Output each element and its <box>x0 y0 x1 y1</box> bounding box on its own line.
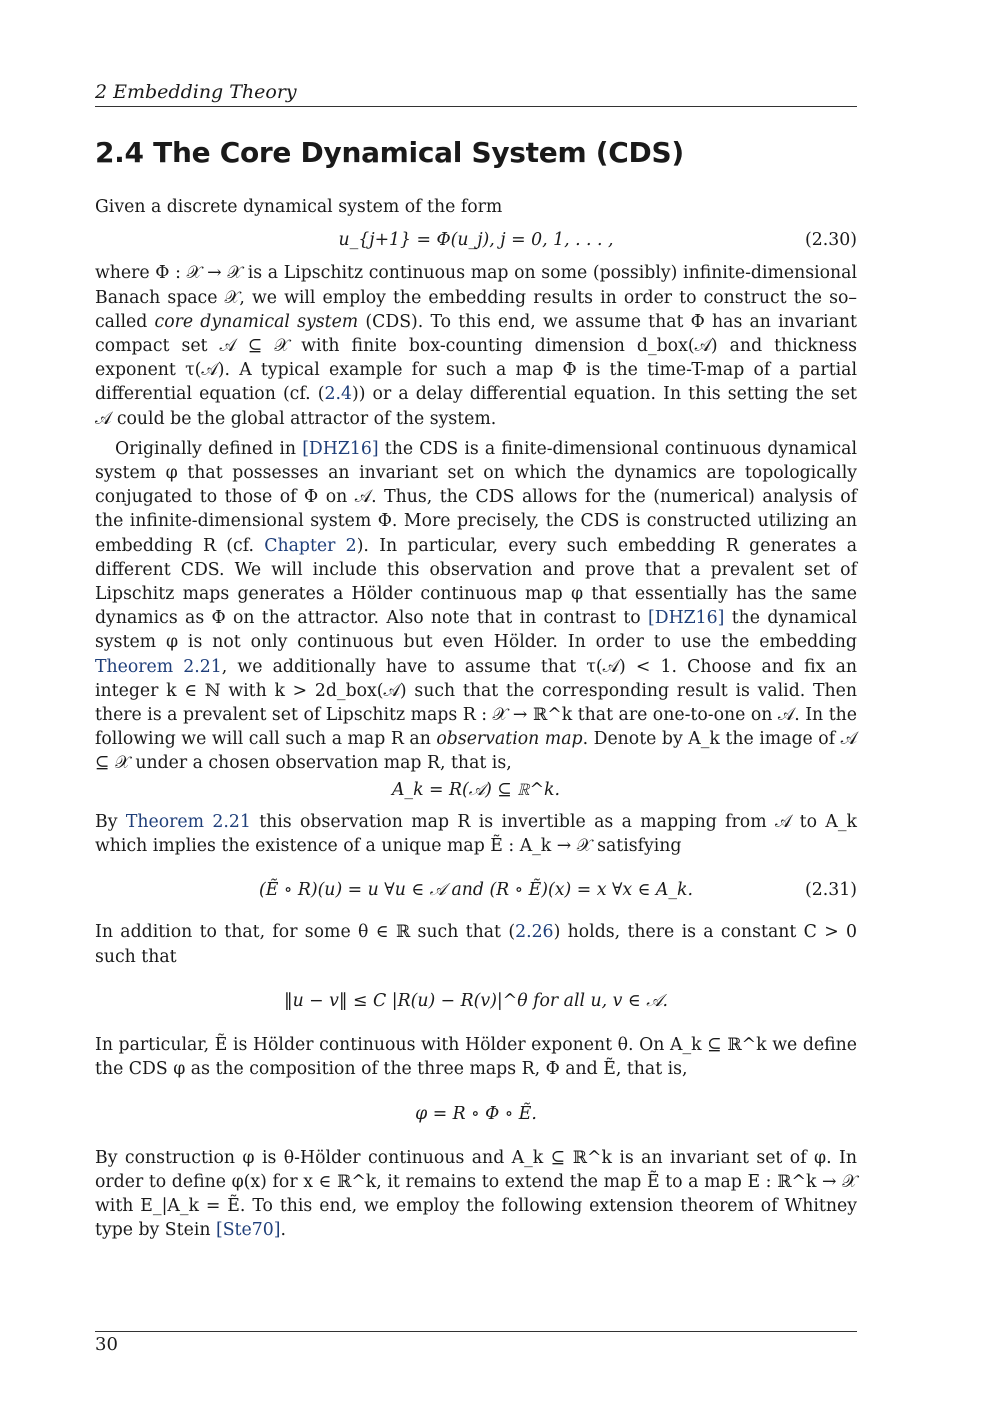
citation-link[interactable]: [DHZ16] <box>648 608 725 629</box>
text-run: the CDS is a finite-dimensional continuous dynamical system φ that possesses an invariant set on which the dynamics are topologically conjugated to those of Φ on 𝒜. Thus, the CDS allows for the (numerical) analysis of the infinite-dimensional system Φ. More precisely, the CDS is constructed utilizing an embedding R (cf. <box>95 438 857 556</box>
paragraph-holder-constant <box>95 920 857 968</box>
equation-holder-estimate <box>95 989 857 1013</box>
paragraph-setting <box>95 261 857 430</box>
text-run: ). In particular, every such embedding R generates a different CDS. We will include this observation and prove that a prevalent set of Lipschitz maps generates a Hölder continuous map φ that essentially has the same dynamics as Φ on the attractor. Also note that in contrast to <box>95 535 857 629</box>
equation-2-31 <box>95 878 857 902</box>
equation-body: u_{j+1} = Φ(u_j), j = 0, 1, . . . , <box>338 230 614 251</box>
text-run: this observation map R is invertible as a mapping from 𝒜 to A_k which implies the existence of a unique map Ẽ : A_k → 𝒳 satisfying <box>95 811 857 857</box>
body-text <box>95 195 857 1243</box>
running-header: 2 Embedding Theory <box>95 80 857 107</box>
text-run: the dynamical system φ is not only continuous but even Hölder. In order to use the embedding <box>95 608 858 653</box>
emphasis-observation-map: observation map <box>436 729 583 750</box>
text-run: . <box>280 1220 286 1241</box>
paragraph-construction <box>95 1146 857 1243</box>
text-run: (CDS). To this end, we assume that Φ has an invariant compact set 𝒜 ⊆ 𝒳 with finite box-counting dimension d_box(𝒜) and thickness exponent τ(𝒜). A typical example for such a map Φ is the time-T-map of a partial differential equation (cf. ( <box>95 311 857 405</box>
page-number: 30 <box>95 1334 118 1355</box>
text-run: Originally defined in <box>115 438 303 459</box>
equation-ref-link[interactable]: 2.4 <box>324 384 352 405</box>
equation-number: (2.31) <box>805 880 857 901</box>
text-run: )) or a delay differential equation. In this setting the set 𝒜 could be the global attractor of the system. <box>95 384 857 429</box>
section-title: 2.4 The Core Dynamical System (CDS) <box>95 136 684 169</box>
citation-link[interactable]: [DHZ16] <box>302 438 379 459</box>
text-run: By construction φ is θ-Hölder continuous and A_k ⊆ ℝ^k is an invariant set of φ. In order to define φ(x) for x ∈ ℝ^k, it remains to extend the map Ẽ to a map E : ℝ^k → 𝒳 with E_|A_k = Ẽ. To this end, we employ the following extension theorem of Whitney type by Stein <box>95 1147 857 1241</box>
paragraph-intro: Given a discrete dynamical system of the form <box>95 197 503 217</box>
equation-body: (Ẽ ∘ R)(u) = u ∀u ∈ 𝒜 and (R ∘ Ẽ)(x) = x ∀x ∈ A_k. <box>259 880 693 901</box>
footer-rule <box>95 1331 857 1332</box>
text-run: . Denote by A_k the image of 𝒜 ⊆ 𝒳 under a chosen observation map R, that is, <box>95 729 857 774</box>
equation-ref-link[interactable]: 2.26 <box>515 922 554 943</box>
theorem-ref-link[interactable]: Theorem 2.21 <box>125 811 251 832</box>
equation-body: A_k = R(𝒜) ⊆ ℝ^k. <box>391 779 561 800</box>
text-run: , we additionally have to assume that τ(𝒜) < 1. Choose and fix an integer k ∈ ℕ with k > 2d_box(𝒜) such that the corresponding result is valid. Then there is a prevalent set of Lipschitz maps R : 𝒳 → ℝ^k that are one-to-one on 𝒜. In the following we will call such a map R an <box>95 656 857 750</box>
paragraph-originally-defined <box>95 437 857 776</box>
equation-2-30 <box>95 228 857 252</box>
equation-phi <box>95 1102 857 1126</box>
emphasis-core-dynamical-system: core dynamical system <box>154 311 359 332</box>
paragraph-cds-definition: In particular, Ẽ is Hölder continuous with Hölder exponent θ. On A_k ⊆ ℝ^k we define the CDS φ as the composition of the three maps R, Φ and Ẽ, that is, <box>95 1035 857 1080</box>
equation-ak <box>95 778 857 802</box>
theorem-ref-link[interactable]: Theorem 2.21 <box>95 656 222 677</box>
text-run: ) holds, there is a constant C > 0 such that <box>95 922 858 967</box>
equation-body: ‖u − v‖ ≤ C |R(u) − R(v)|^θ for all u, v ∈ 𝒜. <box>283 990 669 1011</box>
paragraph-invertible <box>95 810 857 858</box>
text-run: By <box>95 811 126 832</box>
equation-number: (2.30) <box>805 230 857 251</box>
text-run: In addition to that, for some θ ∈ ℝ such that ( <box>95 922 516 943</box>
text-run: where Φ : 𝒳 → 𝒳 is a Lipschitz continuous map on some (possibly) infinite-dimensional Banach space 𝒳, we will employ the embedding results in order to construct the so–called <box>95 263 857 332</box>
chapter-ref-link[interactable]: Chapter 2 <box>264 535 357 556</box>
equation-body: φ = R ∘ Φ ∘ Ẽ. <box>415 1103 537 1124</box>
citation-link[interactable]: [Ste70] <box>215 1220 281 1241</box>
